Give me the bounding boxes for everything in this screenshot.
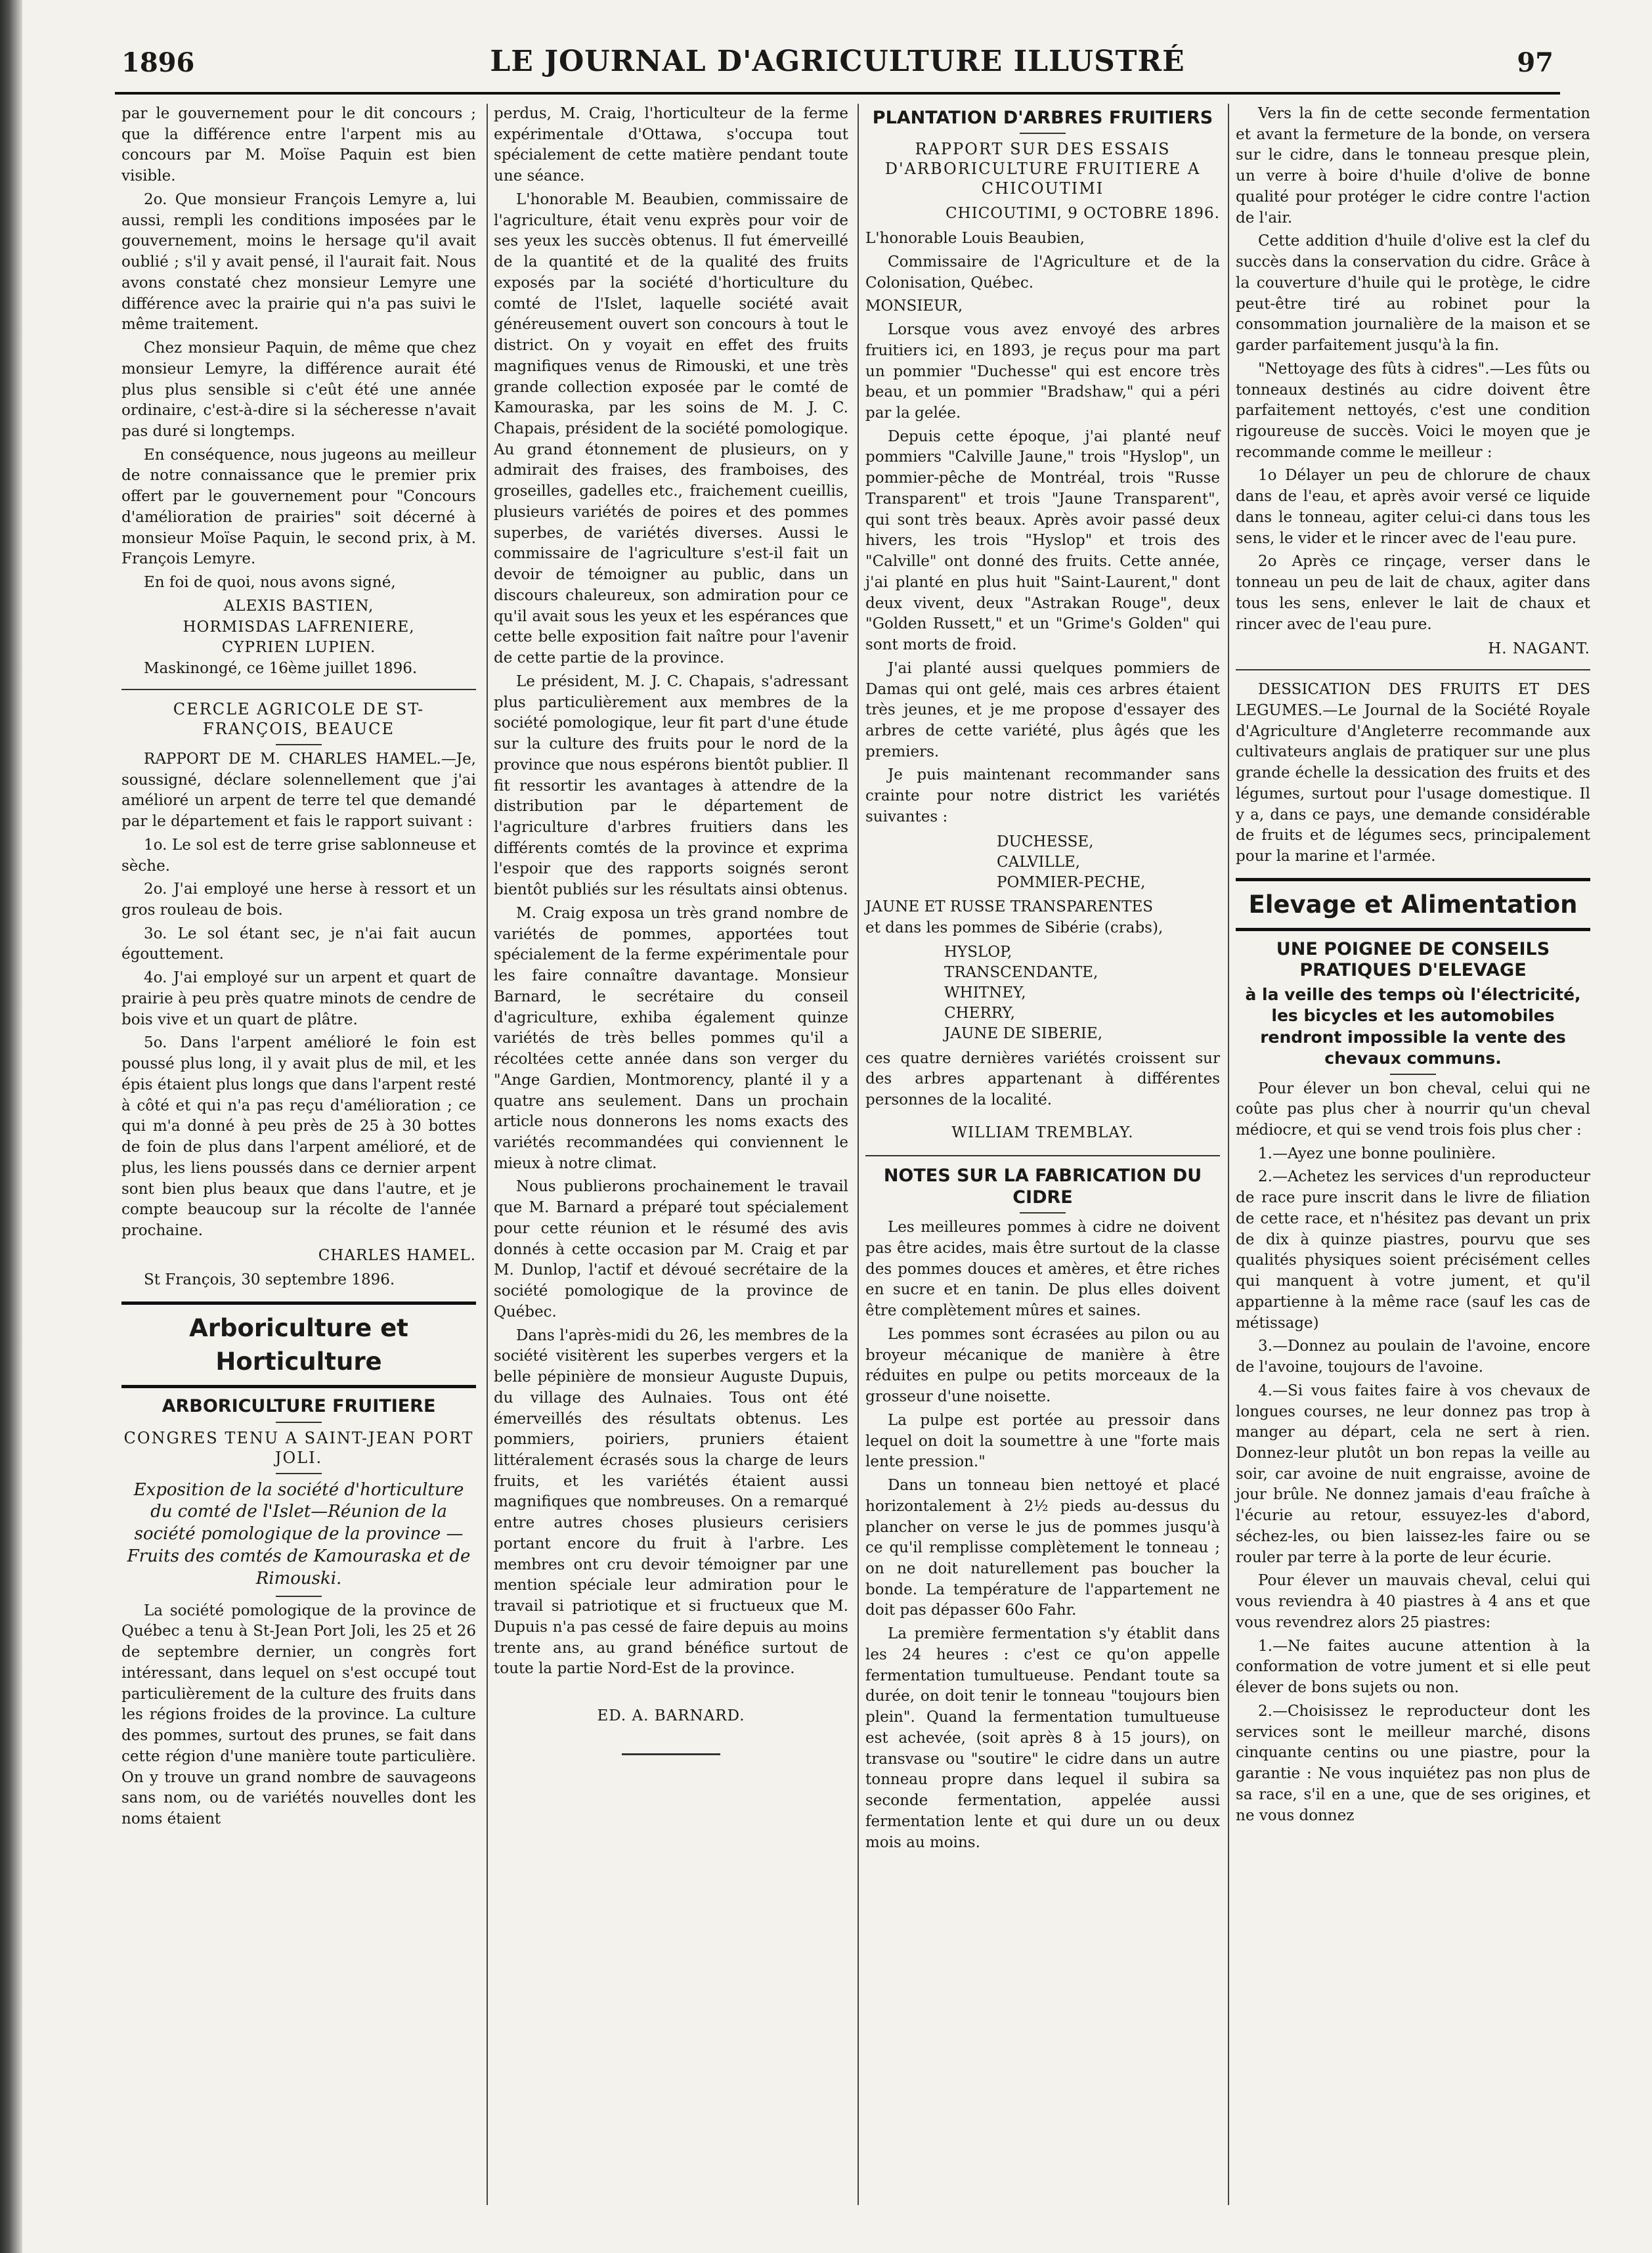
list-item: TRANSCENDANTE, — [944, 964, 1098, 982]
list-item: JAUNE ET RUSSE TRANSPARENTES — [865, 898, 1154, 915]
addressee: L'honorable Louis Beaubien, — [865, 230, 1085, 248]
paragraph: 2o. Que monsieur François Lemyre a, lui aussi, rempli les conditions imposées par le gouvernement, moins le hersage qu'il avait oublié ; s'il y avait pensé, il l'aurait fait. Nous avons constaté chez monsieur Lemyre une différence avec la prairie qui n'a pas suivi le même traitement. — [121, 190, 476, 334]
paragraph: DESSICATION DES FRUITS ET DES LEGUMES.—Le Journal de la Société Royale d'Agriculture d'Angleterre recommande aux cultivateurs anglais de pratiquer sur une plus grande échelle la dessication des fruits et des légumes, surtout pour l'usage domestique. Il y a, dans ce pays, une demande considérable de fruits et de légumes secs, principalement pour la marine et l'armée. — [1236, 681, 1590, 865]
signature: ALEXIS BASTIEN, — [223, 597, 374, 615]
variety-list — [997, 832, 1220, 893]
paragraph: Dans un tonneau bien nettoyé et placé horizontalement à 2½ pieds au-dessus du plancher on verse le jus de pommes jusqu'à ce qu'il remplisse complètement le tonneau ; on ne doit naturellement pas boucher la bonde. La température de l'appartement ne doit pas dépasser 60o Fahr. — [865, 1477, 1220, 1619]
paragraph: Dans l'après-midi du 26, les membres de la société visitèrent les superbes vergers et la belle pépinière de monsieur Auguste Dupuis, du village des Aulnaies. Tous ont été émerveillés des résultats obtenus. Les pommiers, poiriers, pruniers étaient littéralement écrasés sous la charge de leurs fruits, et les variétés étaient aussi magnifiques que nombreuses. On a remarqué entre autres choses plusieurs cerisiers portant encore du fruit à l'arbre. Les membres ont cru devoir témoigner par une mention spéciale leur admiration pour le travail si patriotique et si fructueux que M. Dupuis n'a pas cessé de faire depuis au moins trente ans, au grand bénéfice surtout de toute la partie Nord-Est de la province. — [494, 1326, 848, 1678]
paragraph: 3o. Le sol étant sec, je n'ai fait aucun égouttement. — [121, 925, 476, 963]
paragraph: Pour élever un bon cheval, celui qui ne coûte pas plus cher à nourrir qu'un cheval médiocre, et qui se vend trois fois plus cher : — [1236, 1080, 1590, 1139]
article-headline: PLANTATION D'ARBRES FRUITIERS — [872, 108, 1213, 128]
subheading: RAPPORT SUR DES ESSAIS D'ARBORICULTURE FRUITIERE A CHICOUTIMI — [884, 140, 1201, 198]
column-rule — [858, 104, 859, 2205]
column-rule — [487, 104, 488, 2205]
divider — [865, 1155, 1220, 1156]
divider — [1020, 1212, 1066, 1214]
end-rule — [622, 1753, 720, 1755]
addressee: Commissaire de l'Agriculture et de la Colonisation, Québec. — [865, 253, 1220, 292]
column-3 — [865, 104, 1220, 1856]
signature: HORMISDAS LAFRENIERE, — [183, 618, 415, 636]
paragraph: et dans les pommes de Sibérie (crabs), — [865, 919, 1163, 936]
paragraph: 1.—Ne faites aucune attention à la conformation de votre jument et si elle peut élever de bons sujets ou non. — [1236, 1637, 1590, 1697]
paragraph: 2o Après ce rinçage, verser dans le tonneau un peu de lait de chaux, agiter dans tous les sens, enlever le lait de chaux et rincer avec de l'eau pure. — [1236, 553, 1590, 633]
divider — [1236, 669, 1590, 670]
list-item: HYSLOP, — [944, 944, 1012, 961]
list-item: CALVILLE, — [997, 853, 1081, 871]
paragraph: 4o. J'ai employé sur un arpent et quart de prairie à peu près quatre minots de cendre de bois vive et un quart de plâtre. — [121, 969, 476, 1028]
divider — [1390, 1074, 1436, 1075]
list-item: POMMIER-PECHE, — [997, 873, 1146, 891]
paragraph: 4.—Si vous faites faire à vos chevaux de longues courses, ne leur donnez pas trop à manger au départ, cela ne sert à rien. Donnez-leur plutôt un bon repas la veille au soir, car avoine de nuit engraisse, avoine de jour brûle. Ne donnez jamais d'eau fraîche à l'écurie au retour, essuyez-les d'abord, séchez-les, ou bien laissez-les faire ou se rouler par terre à la porte de leur écurie. — [1236, 1382, 1590, 1566]
divider — [276, 1422, 322, 1423]
paragraph: 3.—Donnez au poulain de l'avoine, encore de l'avoine, toujours de l'avoine. — [1236, 1338, 1590, 1376]
paragraph: Les pommes sont écrasées au pilon ou au broyeur mécanique de manière à être réduites en pulpe ou petits morceaux de la grosseur d'une noisette. — [865, 1325, 1220, 1406]
page-binding-edge — [0, 0, 22, 2253]
divider — [121, 689, 476, 690]
list-item: CHERRY, — [944, 1005, 1015, 1022]
paragraph: 1o. Le sol est de terre grise sablonneuse et sèche. — [121, 836, 476, 875]
paragraph: Vers la fin de cette seconde fermentation et avant la fermeture de la bonde, on versera sur le cidre, dans le tonneau presque plein, un verre à boire d'huile d'olive de bonne qualité pour protéger le cidre contre l'action de l'air. — [1236, 105, 1590, 227]
variety-list — [944, 942, 1220, 1044]
column-rule — [1228, 104, 1229, 2205]
column-4 — [1236, 104, 1590, 1829]
paragraph: J'ai planté aussi quelques pommiers de Damas qui ont gelé, mais ces arbres étaient très jeunes, et je me propose d'essayer des arbres de cette variété, plus âgés que les premiers. — [865, 659, 1220, 760]
paragraph: Les meilleures pommes à cidre ne doivent pas être acides, mais être surtout de la classe des pommes douces et amères, et être riches en sucre et en tanin. De plus elles doivent être complètement mûres et saines. — [865, 1219, 1220, 1320]
paragraph: Je puis maintenant recommander sans crainte pour notre district les variétés suivantes : — [865, 766, 1220, 825]
paragraph: En foi de quoi, nous avons signé, — [144, 574, 396, 592]
paragraph: La première fermentation s'y établit dans les 24 heures : c'est ce qu'on appelle fermentation tumultueuse. Pendant toute sa durée, on doit tenir le tonneau "toujours bien plein". Quand la fermentation tumultueuse est achevée, (soit après 8 à 15 jours), on transvase ou "soutire" le cidre dans un autre tonneau propre dans lequel il subira sa seconde fermentation, appelée aussi fermentation lente et qui dure un ou deux mois au moins. — [865, 1625, 1220, 1851]
page-number: 97 — [1517, 47, 1554, 78]
masthead — [115, 41, 1560, 95]
list-item: JAUNE DE SIBERIE, — [944, 1025, 1103, 1043]
paragraph: Pour élever un mauvais cheval, celui qui vous reviendra à 40 piastres à 4 ans et que vous revendrez alors 25 piastres: — [1236, 1572, 1590, 1631]
signature: H. NAGANT. — [1488, 640, 1590, 658]
article-deck: à la veille des temps où l'électricité, les bicycles et les automobiles rendront impossible la vente des chevaux communs. — [1245, 984, 1581, 1068]
paragraph: 1o Délayer un peu de chlorure de chaux dans de l'eau, et après avoir versé ce liquide dans le tonneau, agiter celui-ci dans tous les sens, le vider et le rincer avec de l'eau pure. — [1236, 467, 1590, 547]
paragraph: Nous publierons prochainement le travail que M. Barnard a préparé tout spécialement pour cette réunion et le résumé des avis donnés à cette occasion par M. Craig et par M. Dunlop, l'actif et dévoué secrétaire de la société pomologique de la province de Québec. — [494, 1178, 848, 1321]
section-heading: Elevage et Alimentation — [1236, 878, 1590, 931]
dateline: CHICOUTIMI, 9 OCTOBRE 1896. — [945, 205, 1220, 223]
list-item: WHITNEY, — [944, 984, 1026, 1002]
paragraph: ces quatre dernières variétés croissent sur des arbres appartenant à différentes personnes de la localité. — [865, 1049, 1220, 1108]
paragraph: En conséquence, nous jugeons au meilleur de notre connaissance que le premier prix offert par le gouvernement pour "Concours d'amélioration de prairies" soit décerné à monsieur Moïse Paquin, le second prix, à M. François Lemyre. — [121, 446, 476, 568]
column-2 — [494, 104, 848, 1755]
paragraph: Depuis cette époque, j'ai planté neuf pommiers "Calville Jaune," trois "Hyslop", un pommier-pêche de Montréal, trois "Russe Transparent" et trois "Jaune Transparent", qui sont très beaux. Après avoir passé deux hivers, les trois "Hyslop" et trois des "Calville" ont donné des fruits. Cette année, j'ai planté en plus huit "Saint-Laurent," dont deux vivent, deux "Astrakan Rouge", deux "Golden Russett," et un "Grime's Golden" qui sont morts de froid. — [865, 427, 1220, 654]
divider — [1020, 133, 1066, 134]
paragraph: Lorsque vous avez envoyé des arbres fruitiers ici, en 1893, je reçus pour ma part un pommier "Duchesse" qui est encore très beau, et un pommier "Bradshaw," qui a péri par la gelée. — [865, 321, 1220, 422]
paragraph: RAPPORT DE M. CHARLES HAMEL.—Je, soussigné, déclare solennellement que j'ai amélioré un arpent de terre tel que demandé par le département et fais le rapport suivant : — [121, 750, 476, 831]
paragraph: Cette addition d'huile d'olive est la clef du succès dans la conservation du cidre. Grâce à la couverture d'huile qui le protège, le cidre peut-être tiré au robinet pour la consommation journalière de la maison et se garder parfaitement jusqu'à la fin. — [1236, 232, 1590, 355]
article-summary: Exposition de la société d'horticulture du comté de l'Islet—Réunion de la société pomologique de la province — Fruits des comtés de Kamouraska et de Rimouski. — [127, 1479, 471, 1588]
signature: CYPRIEN LUPIEN. — [221, 639, 376, 657]
paragraph: 2o. J'ai employé une herse à ressort et un gros rouleau de bois. — [121, 881, 476, 919]
paragraph: "Nettoyage des fûts à cidres".—Les fûts ou tonneaux destinés au cidre doivent être parfaitement nettoyés, c'est une condition rigoureuse de succès. Voici le moyen que je recommande comme le meilleur : — [1236, 360, 1590, 461]
paragraph: 2.—Achetez les services d'un reproducteur de race pure inscrit dans le livre de filiation de cette race, et n'hésitez pas devant un prix de dix à quinze piastres, pourvu que ses qualités physiques soient précisément celles qui manquent à votre jument, et qu'il appartienne à la même race (sauf les cas de métissage) — [1236, 1168, 1590, 1332]
paragraph: La pulpe est portée au pressoir dans lequel on doit la soumettre à une "forte mais lente pression." — [865, 1411, 1220, 1471]
divider — [276, 1596, 322, 1597]
issue-year: 1896 — [121, 47, 195, 78]
signature: ED. A. BARNARD. — [597, 1707, 745, 1725]
dateline: Maskinongé, ce 16ème juillet 1896. — [144, 660, 418, 678]
paragraph: La société pomologique de la province de Québec a tenu à St-Jean Port Joli, les 25 et 26 de septembre dernier, un congrès fort intéressant, dans lequel on s'est occupé tout particulièrement de la culture des fruits dans les régions froides de la province. La culture des pommes, surtout des prunes, se fait dans cette région d'une manière toute particulière. On y trouve un grand nombre de sauvageons sans nom, ou de variétés nouvelles dont les noms étaient — [121, 1602, 476, 1827]
subheading: CERCLE AGRICOLE DE ST-FRANÇOIS, BEAUCE — [173, 699, 425, 738]
article-headline: UNE POIGNEE DE CONSEILS PRATIQUES D'ELEVAGE — [1276, 938, 1550, 981]
signature: CHARLES HAMEL. — [318, 1246, 476, 1264]
paragraph: Chez monsieur Paquin, de même que chez monsieur Lemyre, la différence aurait été plus plus sensible si c'eût été une année ordinaire, c'est-à-dire si la sécheresse n'avait pas duré si longtemps. — [121, 339, 476, 441]
paragraph: 5o. Dans l'arpent amélioré le foin est poussé plus long, il y avait plus de mil, et les épis étaient plus longs que dans l'arpent resté à côté et qui n'a pas reçu d'amélioration ; ce qui m'a donné à peu près de 25 à 30 bottes de foin de plus dans l'arpent amélioré, et de plus, les liens poussés dans ce dernier arpent sont bien plus beaux que dans l'autre, et je compte beaucoup sur la récolte de l'année prochaine. — [121, 1034, 476, 1239]
article-headline: NOTES SUR LA FABRICATION DU CIDRE — [883, 1166, 1202, 1208]
paragraph: 1.—Ayez une bonne poulinière. — [1258, 1145, 1496, 1162]
journal-title: LE JOURNAL D'AGRICULTURE ILLUSTRÉ — [490, 45, 1185, 78]
section-heading: Arboriculture et Horticulture — [121, 1301, 476, 1388]
paragraph: Le président, M. J. C. Chapais, s'adressant plus particulièrement aux membres de la société pomologique, leur fit part d'une étude sur la culture des fruits pour le nord de la province que nous espérons bientôt publier. Il fit ressortir les avantages à attendre de la distribution par le département de l'agriculture d'arbres fruitiers dans les différents comtés de la province et exprima l'espoir que des rapports soignés seront bientôt publiés sur les résultats ainsi obtenus. — [494, 672, 848, 899]
paragraph: M. Craig exposa un très grand nombre de variétés de pommes, apportées tout spécialement de la ferme expérimentale pour les faire connaître davantage. Monsieur Barnard, le secrétaire du conseil d'agriculture, exhiba également quinze variétés de très belles pommes qu'il a récoltées cette année dans son verger du "Ange Gardien, Montmorency, planté il y a quatre ans seulement. Dans un prochain article nous donnerons les noms exacts des variétés recommandées qui conviennent le mieux à notre climat. — [494, 904, 848, 1172]
column-1 — [121, 104, 476, 1833]
paragraph: L'honorable M. Beaubien, commissaire de l'agriculture, était venu exprès pour voir de ses yeux les succès obtenus. Il fut émerveillé de la quantité et de la qualité des fruits exposés par la société d'horticulture du comté de l'Islet, laquelle société avait généreusement ouvert son concours à tout le district. On y voyait en effet des fruits magnifiques venus de Rimouski, et une très grande collection exposée par le comté de Kamouraska, par les soins de M. J. C. Chapais, président de la société pomologique. Au grand étonnement de plusieurs, on y admirait des fraises, des framboises, des groseilles, gadelles etc., fraichement cueillis, plusieurs variétés de poires et des pommes superbes, de variétés diverses. Aussi le commissaire de l'agriculture s'est-il fait un devoir de témoigner au public, dans un discours chaleureux, son admiration pour ce qu'il avait sous les yeux et les espérances que cette belle exposition fait naître pour l'avenir de cette partie de la province. — [494, 190, 848, 667]
divider — [276, 744, 322, 745]
paragraph: 2.—Choisissez le reproducteur dont les services sont le meilleur marché, disons cinquante centins ou une piastre, pour la garantie : Ne vous inquiétez pas non plus de sa race, s'il en a une, que de ses origines, et ne vous donnez — [1236, 1702, 1590, 1824]
salutation: MONSIEUR, — [865, 297, 963, 315]
paragraph: par le gouvernement pour le dit concours ; que la différence entre l'arpent mis au concours par M. Moïse Paquin est bien visible. — [121, 105, 476, 185]
divider — [276, 1473, 322, 1474]
article-headline: ARBORICULTURE FRUITIERE — [162, 1396, 436, 1417]
dateline: St François, 30 septembre 1896. — [144, 1271, 395, 1289]
subheading: CONGRES TENU A SAINT-JEAN PORT JOLI. — [123, 1428, 474, 1467]
list-item: DUCHESSE, — [997, 833, 1094, 850]
paragraph: perdus, M. Craig, l'horticulteur de la ferme expérimentale d'Ottawa, s'occupa tout spécialement de cette matière pendant toute une séance. — [494, 105, 848, 185]
signature: WILLIAM TREMBLAY. — [951, 1124, 1134, 1141]
